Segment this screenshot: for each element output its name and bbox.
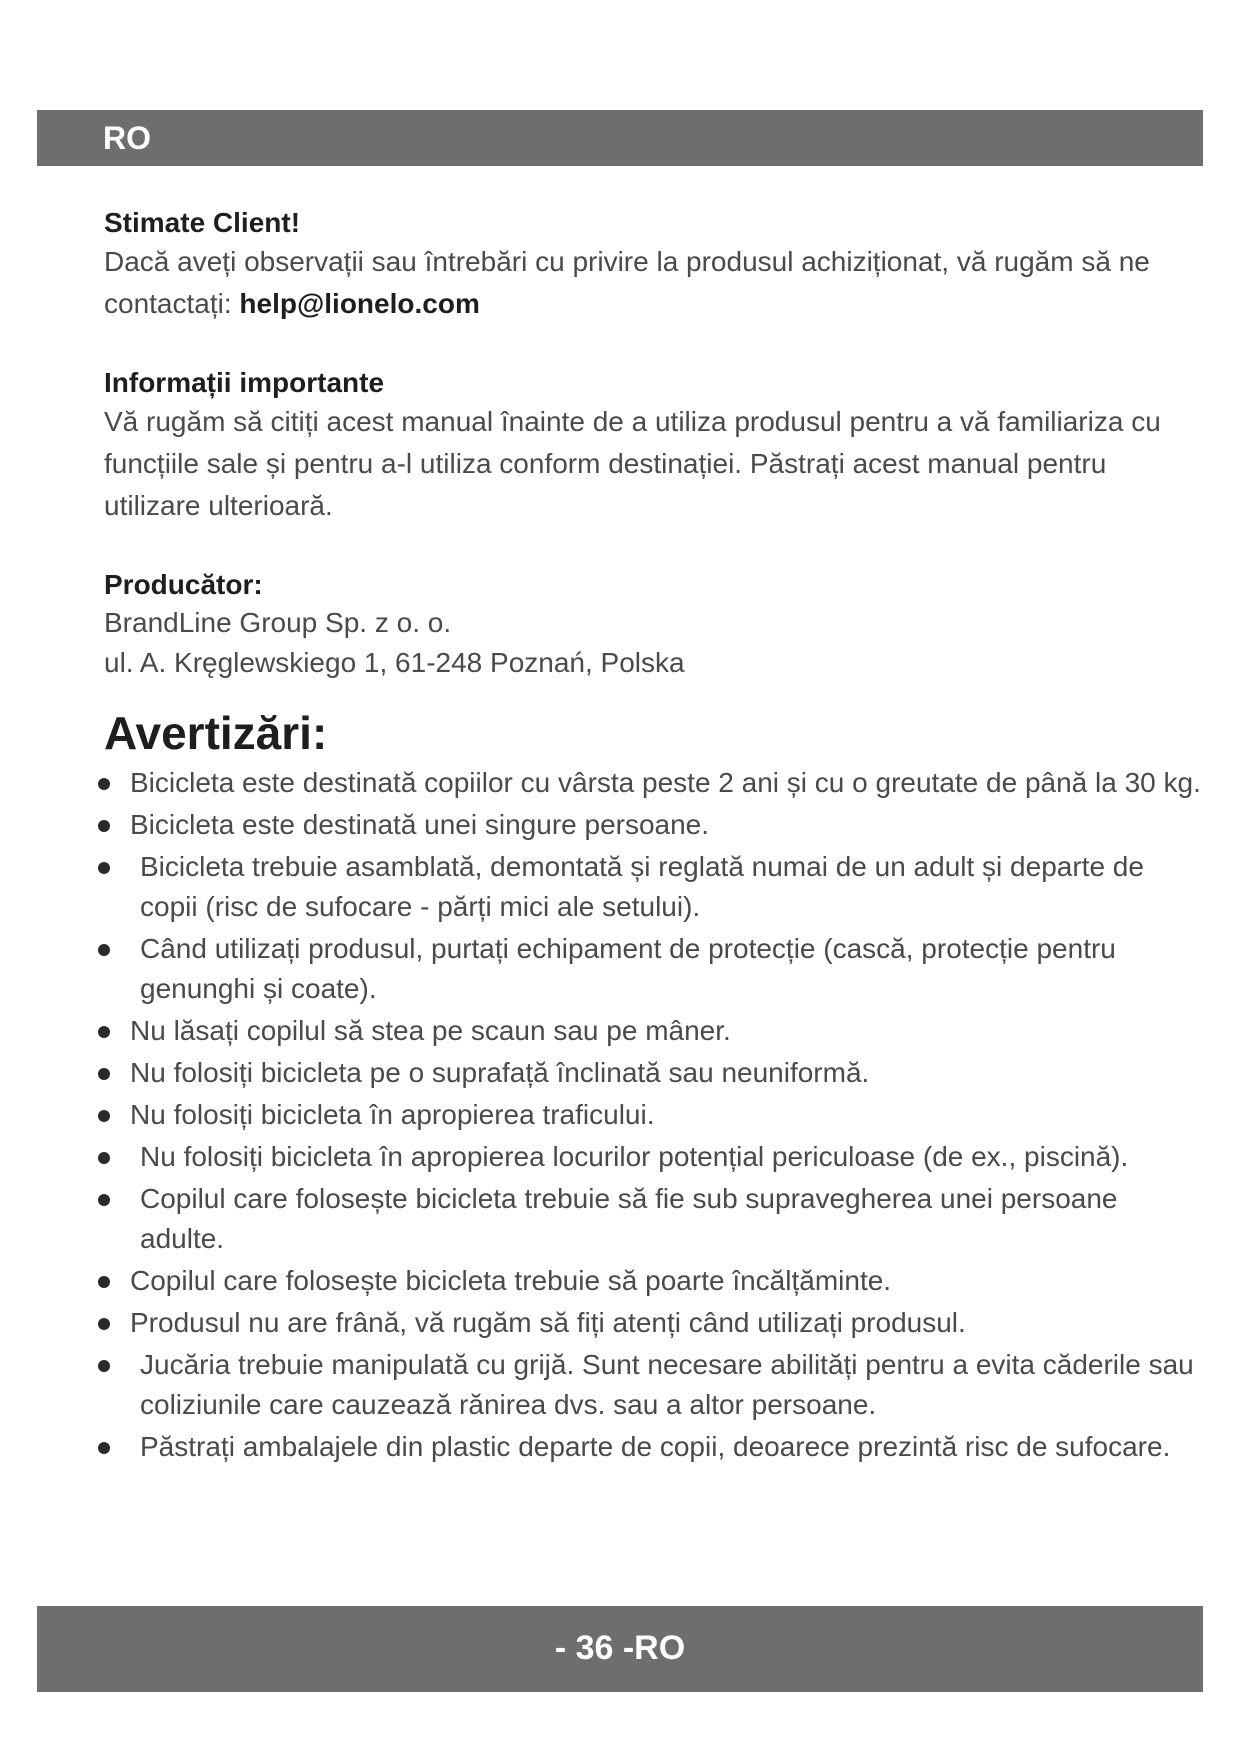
client-title: Stimate Client! [104,207,301,238]
warning-text: Păstrați ambalajele din plastic departe de copii, deoarece prezintă risc de sufocare. [140,1431,1171,1462]
page-number: - 36 -RO [554,1629,686,1667]
bullet-icon [98,1152,110,1164]
list-item [96,1261,1204,1301]
client-section [104,205,1204,325]
bullet-icon [98,1026,110,1038]
bullet-icon [98,778,110,790]
bullet-icon [98,862,110,874]
producer-title: Producător: [104,569,263,600]
list-item [96,1345,1204,1425]
list-item [96,1053,1204,1093]
bullet-icon [98,944,110,956]
warning-text: Produsul nu are frână, vă rugăm să fiți atenți când utilizați produsul. [130,1307,966,1338]
footer-band [37,1606,1203,1692]
list-item [96,805,1204,845]
list-item [96,1011,1204,1051]
info-section [104,365,1204,527]
list-item [96,763,1204,803]
warning-text: Bicicleta trebuie asamblată, demontată și reglată numai de un adult și departe de copii (risc de sufocare - părți mici ale setului). [140,851,1144,922]
header-band [37,110,1203,166]
warning-text: Jucăria trebuie manipulată cu grijă. Sunt necesare abilități pentru a evita căderile sau coliziunile care cauzează rănirea dvs. sau a altor persoane. [140,1349,1194,1420]
bullet-icon [98,820,110,832]
warning-text: Nu folosiți bicicleta în apropierea locurilor potențial periculoase (de ex., piscină). [140,1141,1129,1172]
producer-company: BrandLine Group Sp. z o. o. [104,607,452,638]
bullet-icon [98,1360,110,1372]
warning-text: Nu lăsați copilul să stea pe scaun sau pe mâner. [130,1015,731,1046]
list-item [96,1179,1204,1259]
producer-section [104,567,1204,683]
language-label: RO [103,120,151,156]
bullet-icon [98,1276,110,1288]
bullet-icon [98,1442,110,1454]
list-item [96,1427,1204,1467]
info-text: Vă rugăm să citiți acest manual înainte de a utiliza produsul pentru a vă familiariza cu funcțiile sale și pentru a-l utiliza conform destinației. Păstrați acest manual pentru utilizare ulterioară. [104,406,1161,521]
client-text [104,241,1204,325]
list-item [96,929,1204,1009]
list-item [96,1303,1204,1343]
page-content [104,205,1204,1469]
warning-text: Bicicleta este destinată copiilor cu vârsta peste 2 ani și cu o greutate de până la 30 kg. [130,767,1201,798]
bullet-icon [98,1110,110,1122]
list-item [96,1095,1204,1135]
client-message: Dacă aveți observații sau întrebări cu privire la produsul achiziționat, vă rugăm să ne contactați: [104,246,1150,319]
warning-text: Bicicleta este destinată unei singure persoane. [130,809,710,840]
warnings-title: Avertizări: [104,707,328,759]
contact-email: help@lionelo.com [239,288,480,319]
bullet-icon [98,1068,110,1080]
list-item [96,1137,1204,1177]
warning-text: Nu folosiți bicicleta pe o suprafață înclinată sau neuniformă. [130,1057,870,1088]
warnings-list [104,763,1204,1467]
warning-text: Copilul care folosește bicicleta trebuie să fie sub supravegherea unei persoane adulte. [140,1183,1118,1254]
bullet-icon [98,1318,110,1330]
warning-text: Nu folosiți bicicleta în apropierea traficului. [130,1099,655,1130]
warning-text: Copilul care folosește bicicleta trebuie să poarte încălțăminte. [130,1265,892,1296]
list-item [96,847,1204,927]
bullet-icon [98,1194,110,1206]
producer-address: ul. A. Kręglewskiego 1, 61-248 Poznań, Polska [104,647,685,678]
warning-text: Când utilizați produsul, purtați echipament de protecție (cască, protecție pentru genunghi și coate). [140,933,1116,1004]
info-title: Informații importante [104,367,385,398]
